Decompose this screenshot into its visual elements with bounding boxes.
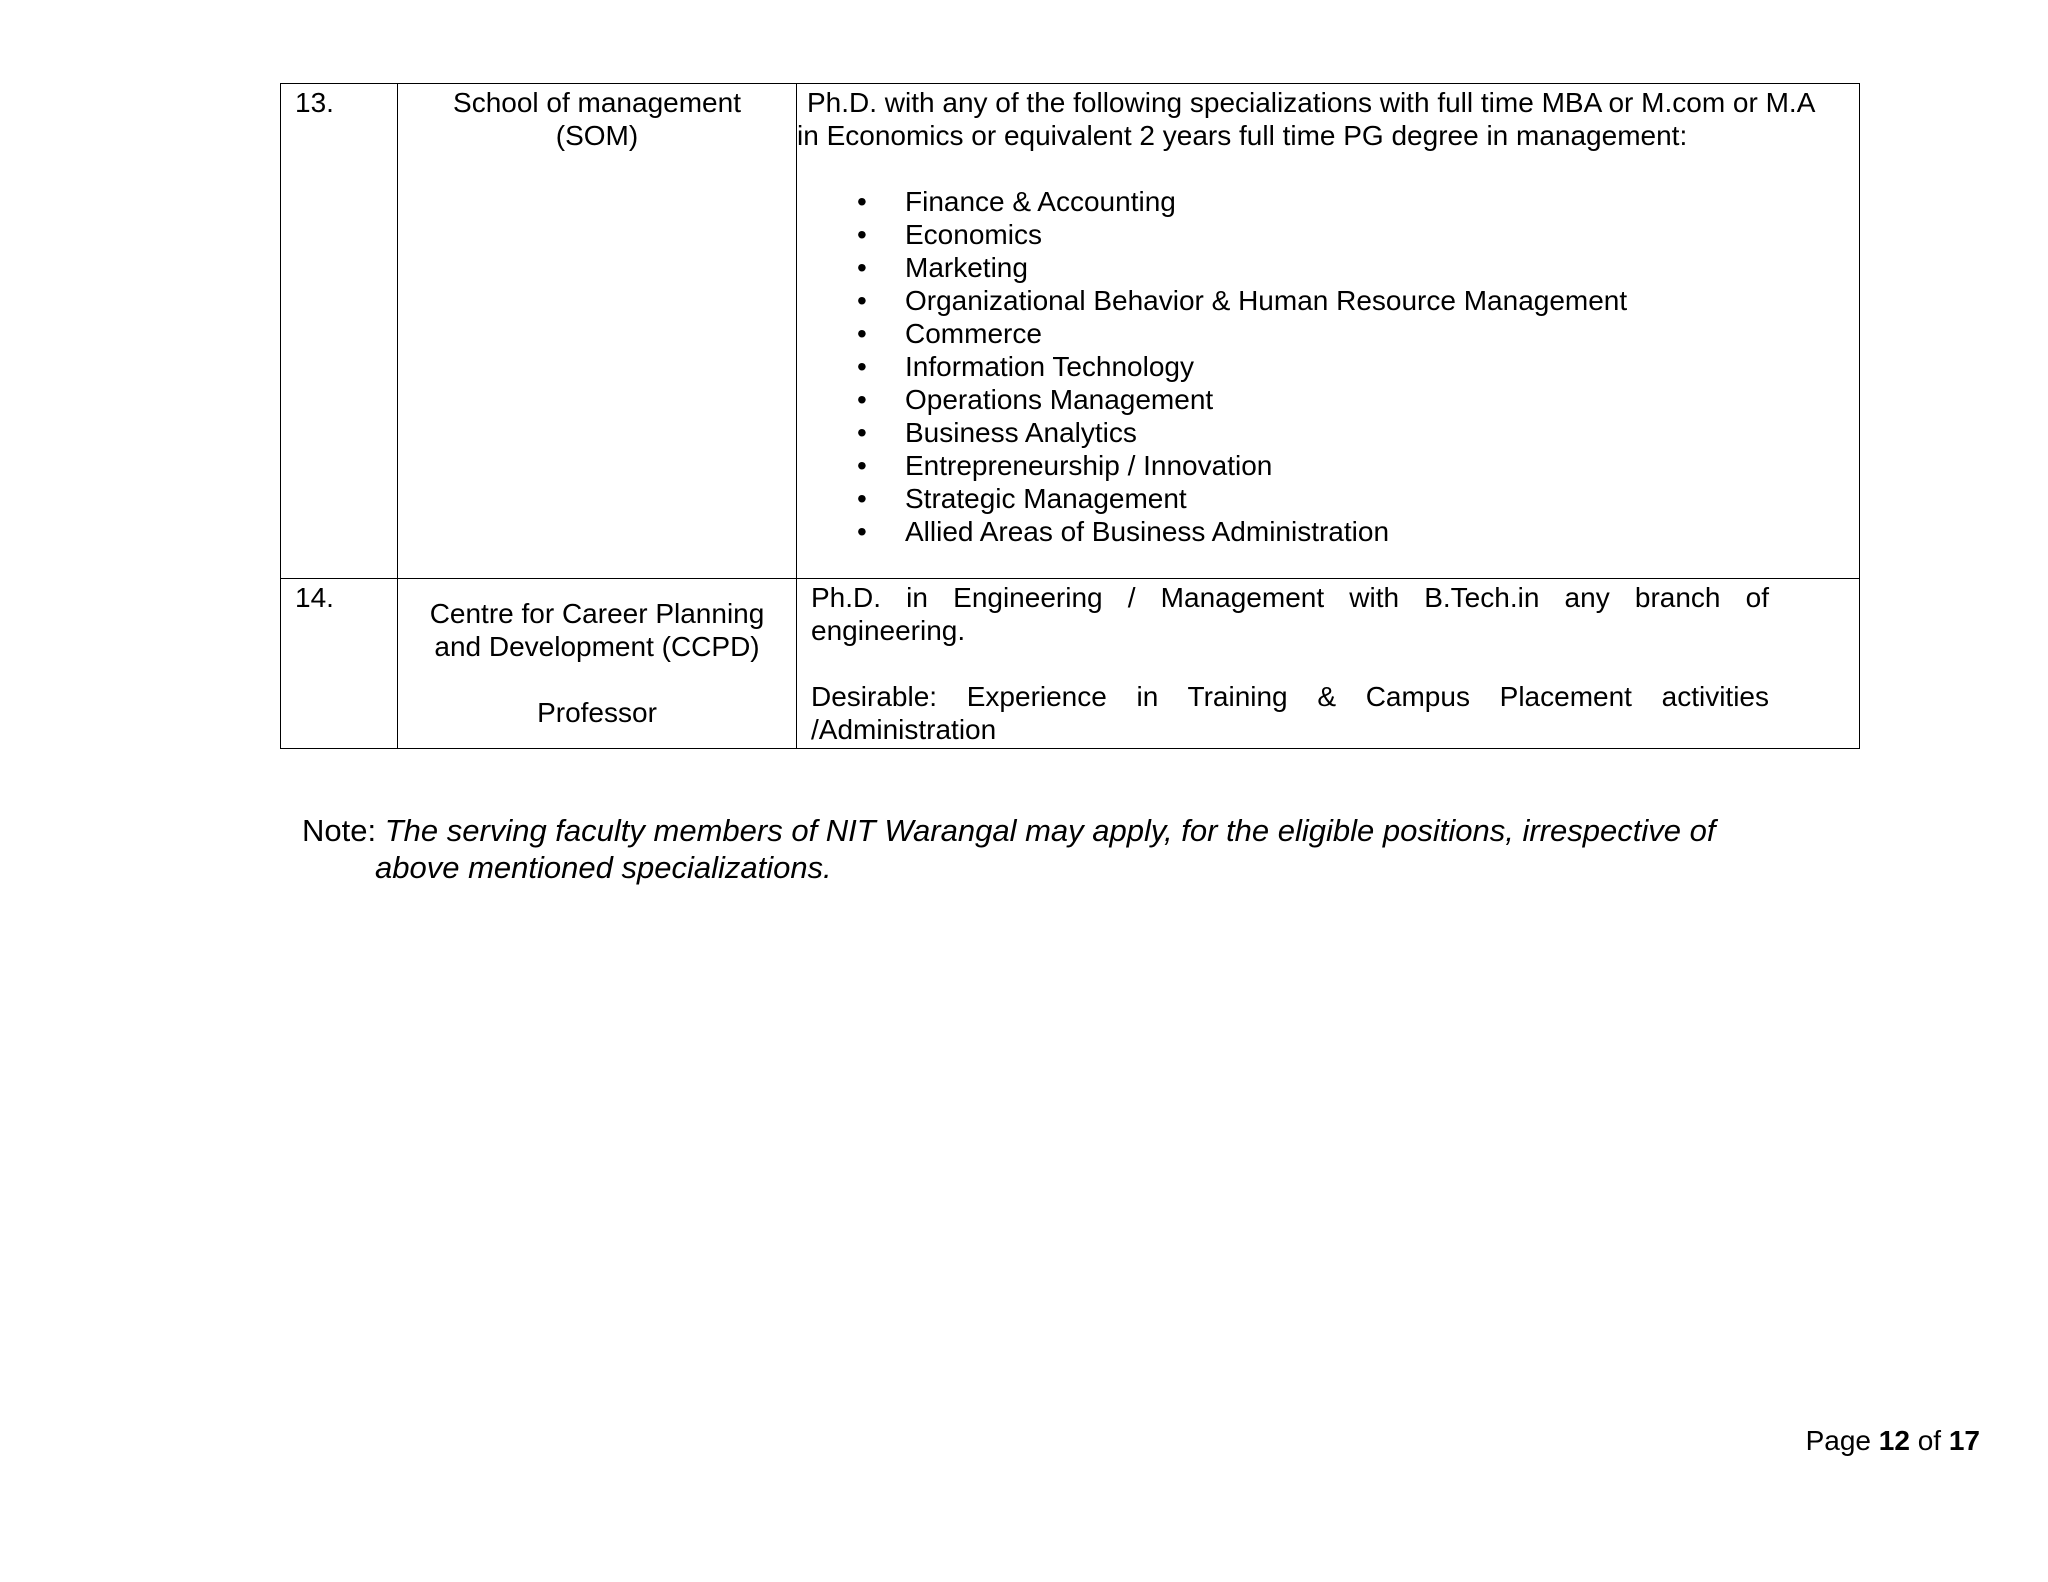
bullet-icon: • (857, 417, 867, 448)
note-block (302, 812, 1802, 886)
specialization-table (280, 83, 1860, 749)
list-item (797, 185, 1841, 218)
qualification-content (797, 579, 1859, 748)
list-item (797, 515, 1841, 548)
serial-number-cell (281, 579, 398, 749)
serial-number: 13. (295, 87, 334, 118)
note-text: The serving faculty members of NIT Warangal may apply, for the eligible positions, irrespective of (384, 813, 1716, 848)
current-page-number: 12 (1878, 1425, 1910, 1456)
qualification-intro: Ph.D. with any of the following specializations with full time MBA or M.com or M.A in Economics or equivalent 2 years full time PG degree in management: (797, 87, 1814, 151)
department-name-line: School of management (453, 87, 741, 118)
bullet-icon: • (857, 351, 867, 382)
desirable-text: Desirable: Experience in Training & Campus Placement activities /Administration (811, 681, 1769, 745)
specialization-label: Organizational Behavior & Human Resource Management (905, 285, 1628, 316)
serial-number: 14. (295, 582, 334, 613)
specialization-label: Economics (905, 219, 1042, 250)
list-item (797, 284, 1841, 317)
page-number-footer (1806, 1424, 1980, 1458)
list-item (797, 350, 1841, 383)
specialization-label: Marketing (905, 252, 1028, 283)
bullet-icon: • (857, 285, 867, 316)
spacer (406, 663, 788, 696)
department-cell (398, 579, 797, 749)
bullet-icon: • (857, 483, 867, 514)
of-word: of (1917, 1425, 1942, 1456)
spacer (811, 647, 1769, 680)
page-word: Page (1805, 1425, 1871, 1456)
total-pages-number: 17 (1948, 1425, 1980, 1456)
bullet-icon: • (857, 318, 867, 349)
specialization-label: Operations Management (905, 384, 1214, 415)
table-row (281, 84, 1860, 579)
list-item (797, 218, 1841, 251)
specialization-label: Entrepreneurship / Innovation (905, 450, 1273, 481)
department-name-line: Centre for Career Planning (429, 598, 765, 629)
list-item (797, 251, 1841, 284)
bullet-icon: • (857, 384, 867, 415)
bullet-icon: • (857, 219, 867, 250)
qualification-text: Ph.D. in Engineering / Management with B.Tech.in any branch of engineering. (811, 582, 1769, 646)
qualification-cell (797, 84, 1860, 579)
department-name-line: and Development (CCPD) (434, 631, 760, 662)
specialization-label: Allied Areas of Business Administration (905, 516, 1390, 547)
list-item (797, 416, 1841, 449)
specialization-label: Commerce (905, 318, 1042, 349)
bullet-icon: • (857, 516, 867, 547)
list-item (797, 383, 1841, 416)
list-item (797, 482, 1841, 515)
note-text-continuation: above mentioned specializations. (375, 850, 832, 885)
bullet-icon: • (857, 450, 867, 481)
position-title: Professor (537, 697, 657, 728)
specialization-list (797, 185, 1841, 548)
list-item (797, 449, 1841, 482)
serial-number-cell (281, 84, 398, 579)
qualification-content (797, 84, 1859, 578)
list-item (797, 317, 1841, 350)
department-name (398, 579, 796, 729)
department-abbreviation: (SOM) (555, 120, 639, 151)
bullet-icon: • (857, 186, 867, 217)
bullet-icon: • (857, 252, 867, 283)
specialization-label: Strategic Management (905, 483, 1187, 514)
department-name (398, 84, 796, 152)
specialization-label: Finance & Accounting (905, 186, 1176, 217)
department-cell (398, 84, 797, 579)
qualification-cell (797, 579, 1860, 749)
note-label: Note: (302, 813, 377, 848)
specialization-label: Business Analytics (905, 417, 1137, 448)
specialization-label: Information Technology (905, 351, 1194, 382)
table-row (281, 579, 1860, 749)
